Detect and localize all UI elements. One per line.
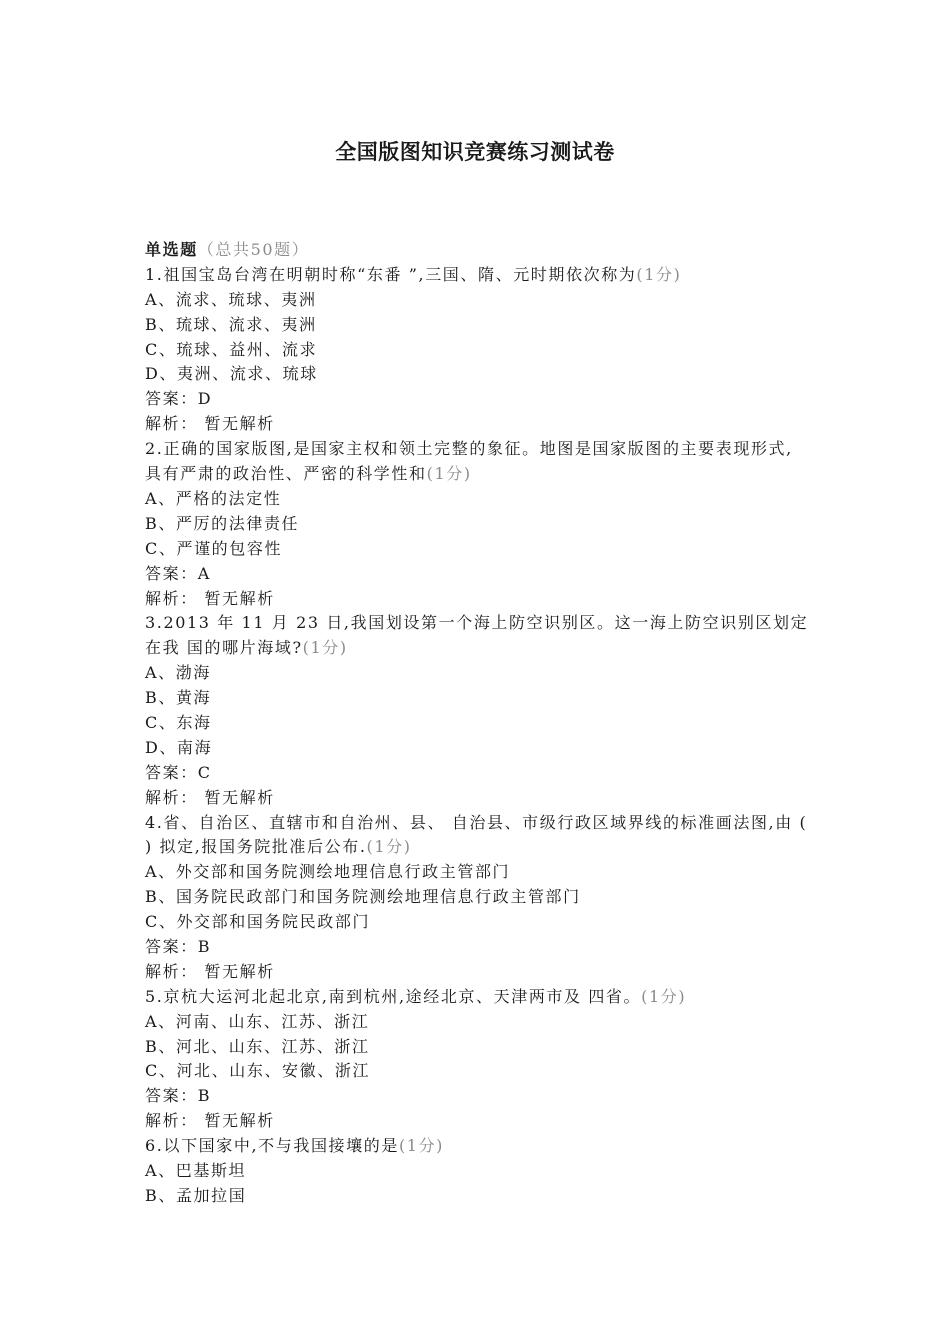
- question-stem: 5.京杭大运河北起北京,南到杭州,途经北京、天津两市及 四省。: [145, 986, 642, 1006]
- question-stem: 1.祖国宝岛台湾在明朝时称“东番 ”,三国、隋、元时期依次称为: [145, 264, 637, 284]
- question-score: (1分): [426, 464, 472, 484]
- question-text: [145, 611, 815, 661]
- section-header: [145, 238, 815, 263]
- answer: 答案：C: [145, 762, 212, 782]
- question-text: [145, 811, 815, 861]
- option: D、南海: [145, 737, 213, 757]
- answer: 答案：B: [145, 937, 212, 957]
- option: C、外交部和国务院民政部门: [145, 912, 371, 932]
- answer: 答案：A: [145, 563, 211, 583]
- answer: 答案：B: [145, 1086, 212, 1106]
- question-text: [145, 985, 815, 1010]
- question-stem: 6.以下国家中,不与我国接壤的是: [145, 1136, 399, 1156]
- option: A、严格的法定性: [145, 488, 282, 508]
- question-score: (1分): [366, 837, 412, 857]
- option: A、渤海: [145, 663, 211, 683]
- option: A、巴基斯坦: [145, 1161, 247, 1181]
- option: C、东海: [145, 712, 212, 732]
- option: B、孟加拉国: [145, 1185, 247, 1205]
- option: B、黄海: [145, 688, 212, 708]
- option: D、夷洲、流求、琉球: [145, 364, 318, 384]
- option: A、流求、琉球、夷洲: [145, 289, 317, 309]
- option: B、河北、山东、江苏、浙江: [145, 1036, 370, 1056]
- page-title: 全国版图知识竞赛练习测试卷: [335, 139, 615, 164]
- question-text: [145, 437, 815, 487]
- question-score: (1分): [636, 264, 682, 284]
- option: B、琉球、流求、夷洲: [145, 314, 317, 334]
- section-count: （总共50题）: [197, 240, 310, 259]
- option: C、河北、山东、安徽、浙江: [145, 1061, 371, 1081]
- question-score: (1分): [302, 638, 348, 658]
- option: A、外交部和国务院测绘地理信息行政主管部门: [145, 862, 511, 882]
- question-score: (1分): [641, 986, 687, 1006]
- analysis: 解析： 暂无解析: [145, 588, 275, 608]
- question-stem: 3.2013 年 11 月 23 日,我国划设第一个海上防空识别区。这一海上防空识别区划定在我 国的哪片海域?: [145, 613, 809, 658]
- answer: 答案：D: [145, 389, 213, 409]
- analysis: 解析： 暂无解析: [145, 1111, 275, 1131]
- question-score: (1分): [398, 1136, 445, 1156]
- option: B、国务院民政部门和国务院测绘地理信息行政主管部门: [145, 887, 581, 907]
- question-text: [145, 263, 815, 288]
- analysis: 解析： 暂无解析: [145, 414, 275, 434]
- question-stem: 4.省、自治区、直辖市和自治州、县、 自治县、市级行政区域界线的标准画法图,由 ( ) 拟定,报国务院批准后公布.: [145, 812, 808, 857]
- question-list: [145, 238, 815, 1209]
- question-text: [145, 1134, 815, 1159]
- question-stem: 2.正确的国家版图,是国家主权和领土完整的象征。地图是国家版图的主要表现形式, 具有严肃的政治性、严密的科学性和: [145, 439, 793, 484]
- option: A、河南、山东、江苏、浙江: [145, 1011, 370, 1031]
- analysis: 解析： 暂无解析: [145, 961, 275, 981]
- option: B、严厉的法律责任: [145, 513, 300, 533]
- analysis: 解析： 暂无解析: [145, 787, 275, 807]
- section-label: 单选题: [145, 240, 198, 259]
- option: C、琉球、益州、流求: [145, 339, 318, 359]
- option: C、严谨的包容性: [145, 538, 283, 558]
